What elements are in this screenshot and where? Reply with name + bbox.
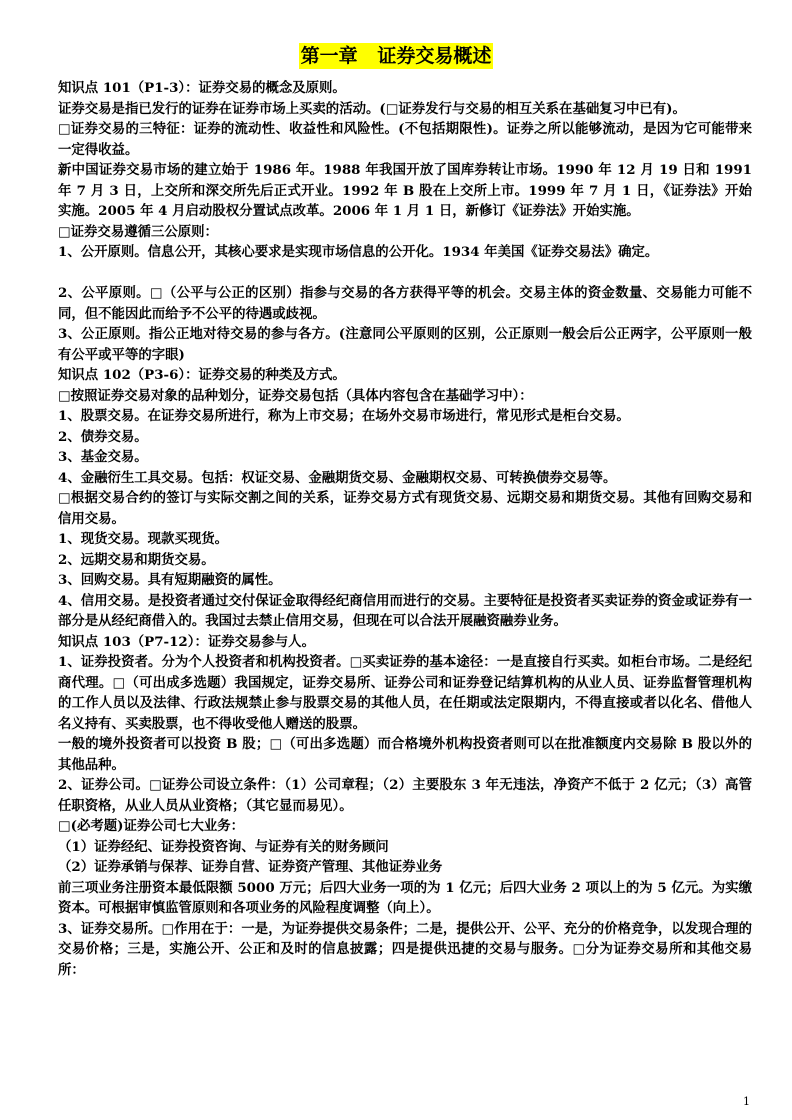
list-item: 3、公正原则。指公正地对待交易的参与各方。(注意同公平原则的区别，公正原则一般会后公正两字，公平原则一般有公平或平等的字眼) — [58, 326, 752, 363]
paragraph: □(必考题)证券公司七大业务： — [58, 818, 245, 834]
paragraph: □证券交易遵循三公原则： — [58, 223, 218, 240]
page-number: 1 — [743, 1095, 750, 1108]
document-body — [58, 78, 752, 980]
title-container — [0, 43, 792, 69]
chapter-title: 第一章 证券交易概述 — [300, 45, 492, 67]
list-item: 4、信用交易。是投资者通过交付保证金取得经纪商信用而进行的交易。主要特征是投资者买卖证券的资金或证券有一部分是从经纪商借入的。我国过去禁止信用交易，但现在可以合法开展融资融券业务。 — [58, 592, 752, 629]
paragraph: 新中国证券交易市场的建立始于 1986 年。1988 年我国开放了国库券转让市场。1990 年 12 月 19 日和 1991 年 7 月 3 日，上交所和深交所先后正式开业。1992 年 B 股在上交所上市。1999 年 7 月 1 日，《证券法》开始实施。2005 年 4 月启动股权分置试点改革。2006 年 1 月 1 日，新修订《证券法》开始实施。 — [58, 162, 752, 219]
paragraph: 证券交易是指已发行的证券在证券市场上买卖的活动。(□证券发行与交易的相互关系在基础复习中已有)。 — [58, 100, 686, 117]
list-item: 2、债券交易。 — [58, 428, 148, 445]
paragraph: □根据交易合约的签订与实际交割之间的关系，证券交易方式有现货交易、远期交易和期货交易。其他有回购交易和信用交易。 — [58, 490, 752, 527]
knowledge-point-101-heading: 知识点 101（P1-3）：证券交易的概念及原则。 — [58, 80, 346, 96]
list-item: 1、公开原则。信息公开，其核心要求是实现市场信息的公开化。1934 年美国《证券交易法》确定。 — [58, 244, 659, 260]
list-item: 3、证券交易所。□作用在于：一是，为证券提供交易条件；二是，提供公开、公平、充分的价格竞争，以发现合理的交易价格；三是，实施公开、公正和及时的信息披露；四是提供迅捷的交易与服务。□分为证券交易所和其他交易所： — [58, 920, 752, 978]
list-item: 2、公平原则。□（公平与公正的区别）指参与交易的各方获得平等的机会。交易主体的资金数量、交易能力可能不同，但不能因此而给予不公平的待遇或歧视。 — [58, 285, 752, 322]
list-item: （1）证券经纪、证券投资咨询、与证券有关的财务顾问 — [58, 838, 389, 855]
paragraph: □按照证券交易对象的品种划分，证券交易包括（具体内容包含在基础学习中）： — [58, 387, 533, 404]
list-item: 2、证券公司。□证券公司设立条件：（1）公司章程；（2）主要股东 3 年无违法，净资产不低于 2 亿元；（3）高管任职资格，从业人员从业资格；（其它显而易见）。 — [58, 777, 752, 814]
list-item: （2）证券承销与保荐、证券自营、证券资产管理、其他证券业务 — [58, 859, 443, 875]
knowledge-point-102-heading: 知识点 102（P3-6）：证券交易的种类及方式。 — [58, 367, 346, 383]
paragraph: 前三项业务注册资本最低限额 5000 万元；后四大业务一项的为 1 亿元；后四大业务 2 项以上的为 5 亿元。为实缴资本。可根据审慎监管原则和各项业务的风险程度调整（向上）。 — [58, 879, 752, 916]
list-item: 1、证券投资者。分为个人投资者和机构投资者。□买卖证券的基本途径：一是直接自行买卖。如柜台市场。二是经纪商代理。□（可出成多选题）我国规定，证券交易所、证券公司和证券登记结算机构的从业人员、证券监督管理机构的工作人员以及法律、行政法规禁止参与股票交易的其他人员，在任期或法定限期内，不得直接或者以化名、借他人名义持有、买卖股票，也不得收受他人赠送的股票。 — [58, 654, 752, 732]
list-item: 1、现货交易。现款买现货。 — [58, 531, 229, 547]
list-item: 3、基金交易。 — [58, 449, 148, 465]
list-item: 1、股票交易。在证券交易所进行，称为上市交易；在场外交易市场进行，常见形式是柜台交易。 — [58, 408, 630, 424]
list-item: 2、远期交易和期货交易。 — [58, 551, 215, 568]
paragraph: □证券交易的三特征：证券的流动性、收益性和风险性。(不包括期限性)。证券之所以能够流动，是因为它可能带来一定得收益。 — [58, 121, 752, 158]
knowledge-point-103-heading: 知识点 103（P7-12）：证券交易参与人。 — [58, 633, 315, 650]
list-item: 3、回购交易。具有短期融资的属性。 — [58, 572, 282, 588]
paragraph: 一般的境外投资者可以投资 B 股；□（可出多选题）而合格境外机构投资者则可以在批准额度内交易除 B 股以外的其他品种。 — [58, 736, 752, 773]
list-item: 4、金融衍生工具交易。包括：权证交易、金融期货交易、金融期权交易、可转换债券交易等。 — [58, 469, 617, 486]
